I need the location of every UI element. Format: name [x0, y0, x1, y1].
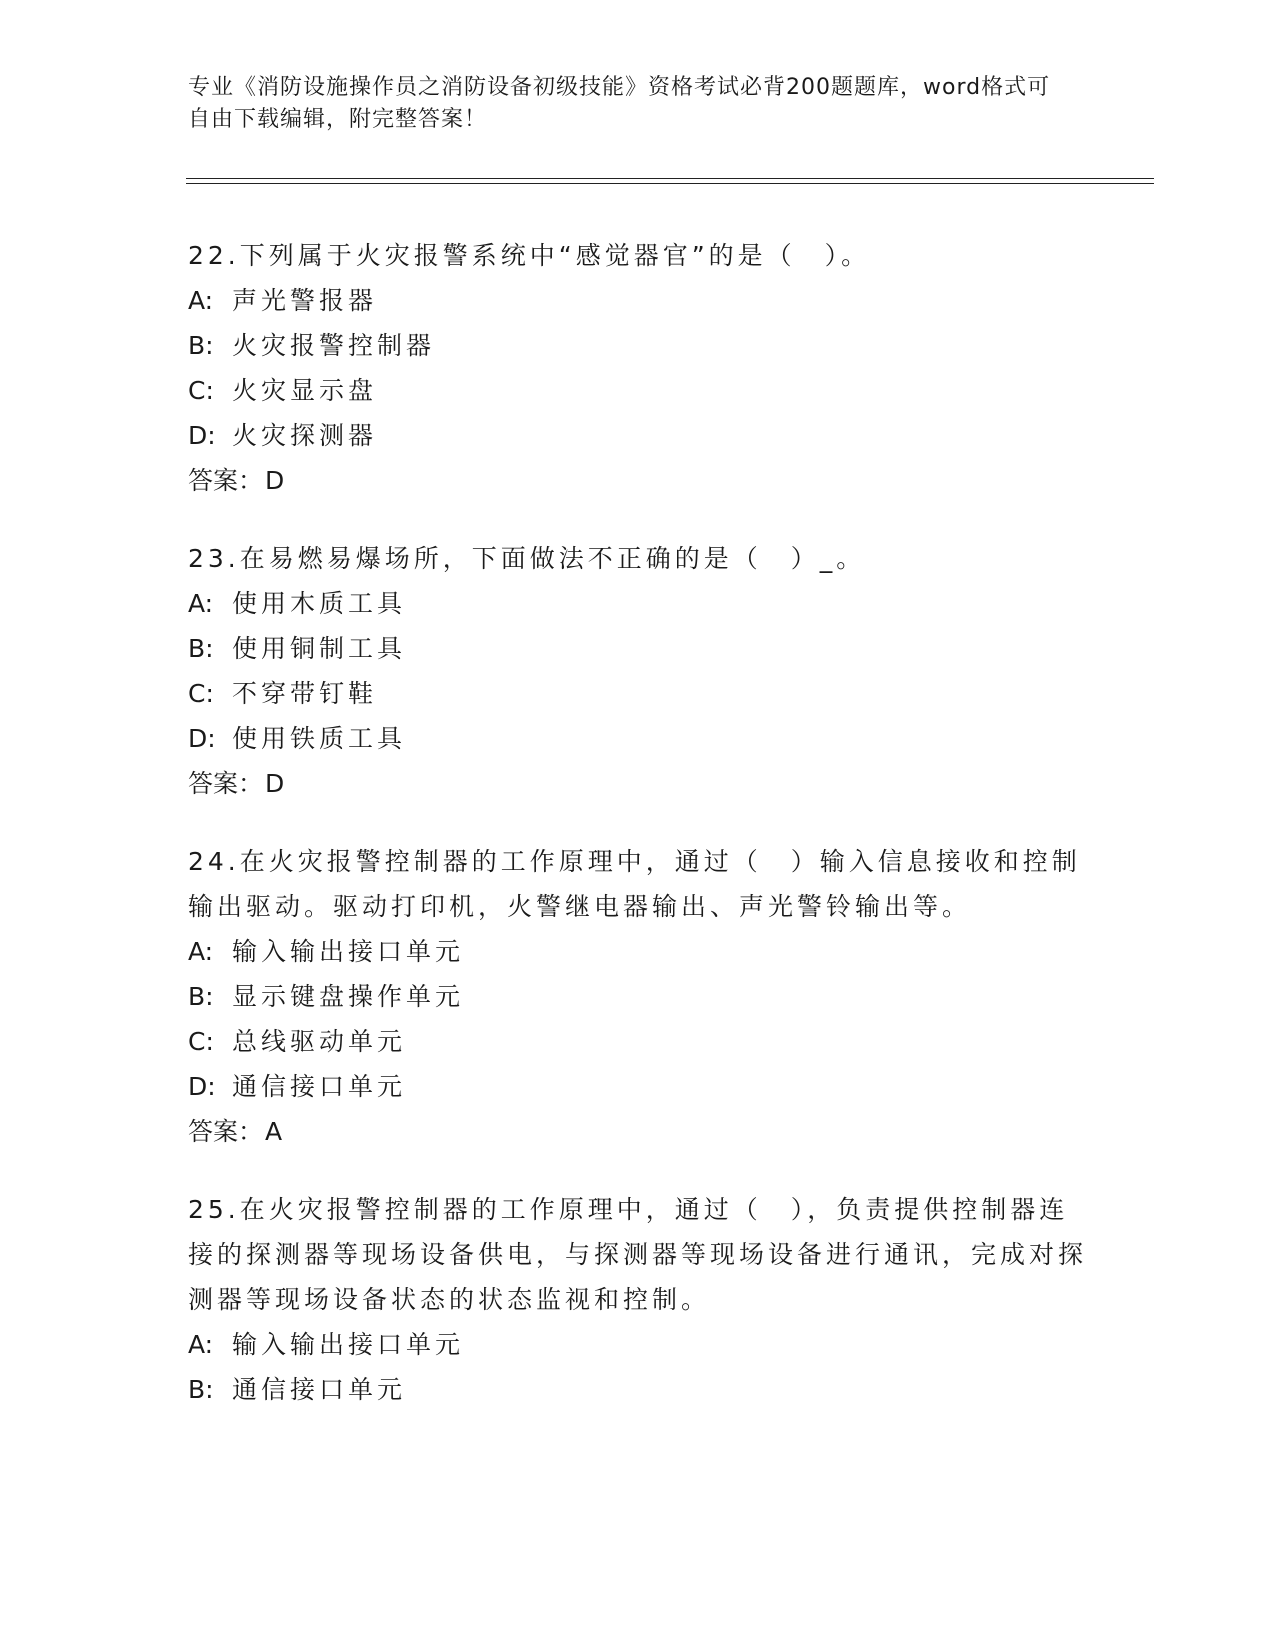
- option-letter: B:: [188, 634, 214, 663]
- question-block: [188, 233, 1088, 503]
- option-text: 使用木质工具: [232, 589, 407, 618]
- question-block: [188, 1187, 1088, 1412]
- option-text: 通信接口单元: [232, 1375, 407, 1404]
- option-letter: B:: [188, 1375, 214, 1404]
- option-row: [188, 368, 1088, 413]
- option-letter: A:: [188, 286, 214, 315]
- option-letter: A:: [188, 1330, 214, 1359]
- option-row: [188, 278, 1088, 323]
- option-row: [188, 413, 1088, 458]
- option-text: 输入输出接口单元: [232, 1330, 465, 1359]
- answer-value: D: [265, 466, 285, 495]
- answer-value: A: [265, 1117, 283, 1146]
- answer-value: D: [265, 769, 285, 798]
- option-row: [188, 671, 1088, 716]
- question-text: 23.在易燃易爆场所，下面做法不正确的是（ ）_。: [188, 544, 866, 573]
- option-text: 使用铁质工具: [232, 724, 407, 753]
- option-letter: A:: [188, 937, 214, 966]
- answer-line: [188, 761, 1088, 806]
- option-text: 声光警报器: [232, 286, 378, 315]
- option-letter: D:: [188, 724, 216, 753]
- option-text: 输入输出接口单元: [232, 937, 465, 966]
- option-letter: B:: [188, 331, 214, 360]
- question-text: 25.在火灾报警控制器的工作原理中，通过（ ），负责提供控制器连接的探测器等现场设备供电，与探测器等现场设备进行通讯，完成对探测器等现场设备状态的状态监视和控制。: [188, 1195, 1088, 1314]
- option-text: 火灾报警控制器: [232, 331, 436, 360]
- option-row: [188, 1322, 1088, 1367]
- option-row: [188, 716, 1088, 761]
- option-row: [188, 1064, 1088, 1109]
- answer-label: 答案：: [188, 769, 264, 798]
- question-text: 22.下列属于火灾报警系统中“感觉器官”的是（ ）。: [188, 241, 871, 270]
- option-text: 火灾显示盘: [232, 376, 378, 405]
- option-letter: C:: [188, 376, 214, 405]
- option-row: [188, 1019, 1088, 1064]
- option-text: 使用铜制工具: [232, 634, 407, 663]
- option-letter: A:: [188, 589, 214, 618]
- option-text: 显示键盘操作单元: [232, 982, 465, 1011]
- option-text: 不穿带钉鞋: [232, 679, 378, 708]
- question-list: [188, 233, 1088, 1445]
- option-row: [188, 626, 1088, 671]
- option-letter: C:: [188, 679, 214, 708]
- answer-line: [188, 458, 1088, 503]
- option-text: 总线驱动单元: [232, 1027, 407, 1056]
- question-text: 24.在火灾报警控制器的工作原理中，通过（ ）输入信息接收和控制输出驱动。驱动打印机，火警继电器输出、声光警铃输出等。: [188, 847, 1081, 921]
- document-header: 专业《消防设施操作员之消防设备初级技能》资格考试必背200题题库，word格式可自由下载编辑，附完整答案！: [188, 75, 1051, 132]
- option-row: [188, 929, 1088, 974]
- option-text: 通信接口单元: [232, 1072, 407, 1101]
- answer-label: 答案：: [188, 466, 264, 495]
- option-letter: D:: [188, 1072, 216, 1101]
- header-divider-top: [186, 178, 1154, 179]
- option-row: [188, 1367, 1088, 1412]
- option-row: [188, 323, 1088, 368]
- option-text: 火灾探测器: [232, 421, 378, 450]
- answer-label: 答案：: [188, 1117, 264, 1146]
- option-letter: C:: [188, 1027, 214, 1056]
- question-block: [188, 839, 1088, 1154]
- option-row: [188, 974, 1088, 1019]
- answer-line: [188, 1109, 1088, 1154]
- option-row: [188, 581, 1088, 626]
- header-divider-bottom: [186, 183, 1154, 184]
- question-block: [188, 536, 1088, 806]
- option-letter: D:: [188, 421, 216, 450]
- option-letter: B:: [188, 982, 214, 1011]
